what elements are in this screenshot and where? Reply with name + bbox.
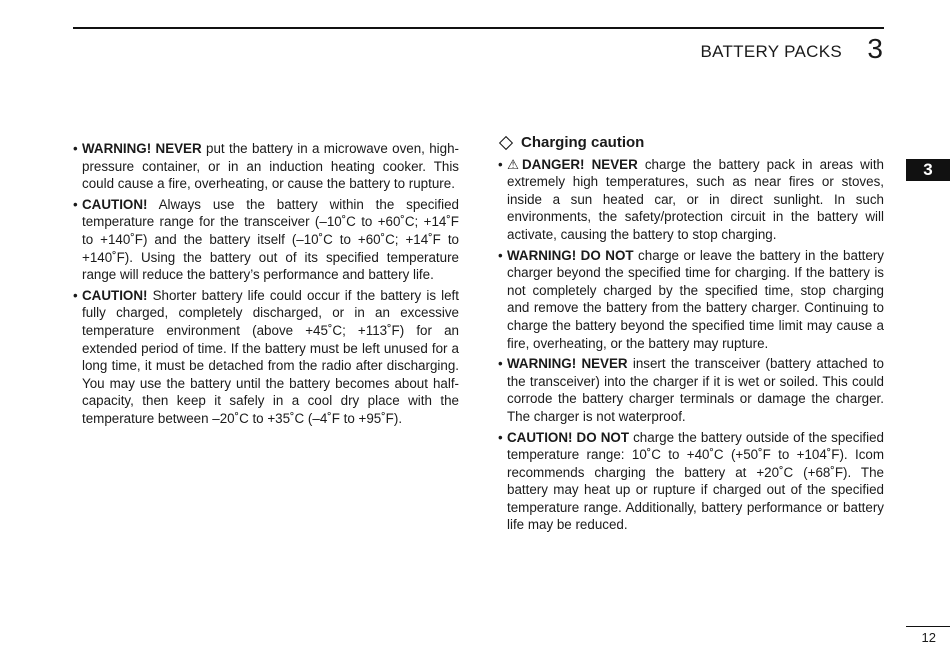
item-lead: WARNING! NEVER xyxy=(507,356,628,372)
item-lead: CAUTION! xyxy=(82,287,148,303)
list-item xyxy=(73,287,459,428)
page-title: BATTERY PACKS xyxy=(700,42,842,61)
item-text: charge or leave the battery in the battery charger beyond the specified time for charging. If the battery is not completely charged by the specified time, stop charging and remove the battery from the battery charger. Continuing to charge the battery beyond the specified time limit may cause a fire, overheating, or the battery may rupture. xyxy=(507,247,884,351)
item-text: insert the transceiver (battery attached to the transceiver) into the charger if it is wet or soiled. This could corrode the battery charger terminals or damage the charger. The charger is not waterproof. xyxy=(507,356,885,424)
page-number: 12 xyxy=(921,630,936,645)
footer-rule xyxy=(906,626,950,627)
left-column xyxy=(73,140,459,431)
item-text: put the battery in a microwave oven, high-pressure container, or in an induction heating cooker. This could cause a fire, overheating, or cause the battery to rupture. xyxy=(82,141,460,192)
right-column xyxy=(498,134,884,537)
header-rule xyxy=(73,27,884,29)
item-text: Always use the battery within the specified temperature range for the transceiver (–10˚C to +60˚C; +14˚F to +140˚F) and the battery itself (–10˚C to +60˚C; +14˚F to +140˚F). Using the battery out of its specified temperature range will reduce the battery’s performance and battery life. xyxy=(82,196,459,283)
list-item xyxy=(498,156,884,244)
chapter-number: 3 xyxy=(867,33,883,64)
item-text: Shorter battery life could occur if the battery is left fully charged, completely discharged, or in an excessive temperature environment (above +45˚C; +113˚F) for an extended period of time. If the battery must be left unused for a long time, it must be detached from the radio after discharging. You may use the battery until the battery becomes about half-capacity, then keep it safely in a cool dry place with the temperature between –20˚C to +35˚C (–4˚F to +95˚F). xyxy=(82,287,459,426)
list-item xyxy=(498,355,884,425)
item-text: charge the battery pack in areas with extremely high temperatures, such as near fires or stoves, inside a sun heated car, or in direct sunlight. In such environments, the safety/protection circuit in the battery will activate, causing the battery to stop charging. xyxy=(507,156,884,242)
item-lead: WARNING! DO NOT xyxy=(507,247,634,263)
item-lead: CAUTION! DO NOT xyxy=(507,429,630,445)
section-heading xyxy=(498,134,884,152)
chapter-tab: 3 xyxy=(906,159,950,181)
list-item xyxy=(73,140,459,193)
warning-triangle-icon: ⚠ xyxy=(507,156,520,172)
list-item xyxy=(73,196,459,284)
item-lead: DANGER! NEVER xyxy=(522,156,638,172)
list-item xyxy=(498,429,884,535)
item-lead: CAUTION! xyxy=(82,196,148,212)
item-text: charge the battery outside of the specified temperature range: 10˚C to +40˚C (+50˚F to +104˚F). Icom recommends charging the battery at +20˚C (+68˚F). The battery may heat up or rupture if charged out of the specified temperature range. Additionally, battery performance or battery life may be reduced. xyxy=(507,429,885,533)
section-heading-text: Charging caution xyxy=(521,134,645,151)
item-lead: WARNING! NEVER xyxy=(82,141,202,156)
list-item xyxy=(498,247,884,353)
diamond-icon xyxy=(499,136,513,150)
